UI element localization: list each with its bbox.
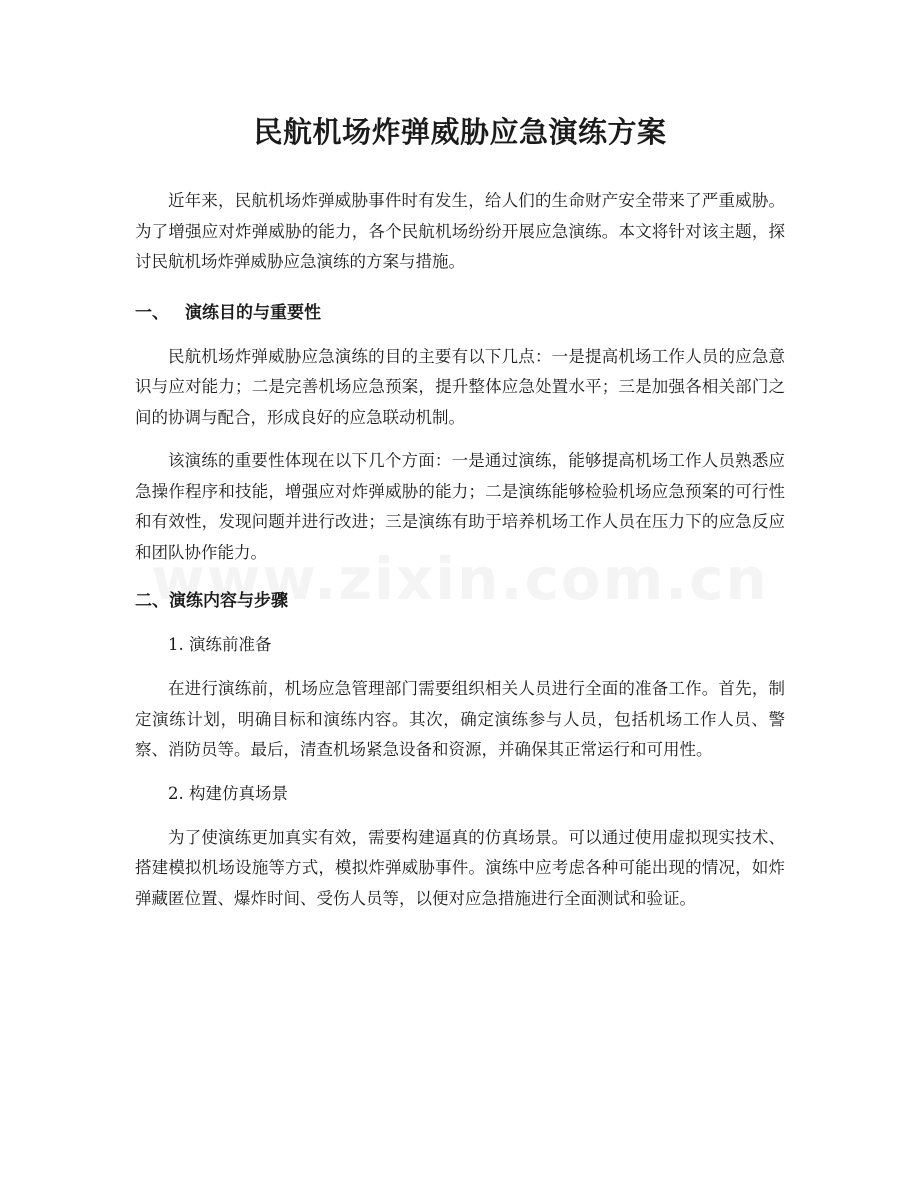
subsection1-paragraph: 在进行演练前，机场应急管理部门需要组织相关人员进行全面的准备工作。首先，制定演练计划，明确目标和演练内容。其次，确定演练参与人员，包括机场工作人员、警察、消防员等。最后，清查机场紧急设备和资源，并确保其正常运行和可用性。 (135, 679, 785, 759)
section1-paragraph-2: 该演练的重要性体现在以下几个方面：一是通过演练，能够提高机场工作人员熟悉应急操作程序和技能，增强应对炸弹威胁的能力；二是演练能够检验机场应急预案的可行性和有效性，发现问题并进行改进；三是演练有助于培养机场工作人员在压力下的应急反应和团队协作能力。 (135, 451, 785, 562)
section-title: 演练目的与重要性 (185, 302, 321, 323)
subsection-heading-1: 1. 演练前准备 (168, 635, 272, 654)
intro-paragraph: 近年来，民航机场炸弹威胁事件时有发生，给人们的生命财产安全带来了严重威胁。为了增强应对炸弹威胁的能力，各个民航机场纷纷开展应急演练。本文将针对该主题，探讨民航机场炸弹威胁应急演练的方案与措施。 (135, 191, 785, 271)
section-number: 一、 (135, 302, 169, 323)
subsection-heading-2: 2. 构建仿真场景 (168, 783, 288, 803)
section-heading-1 (135, 298, 785, 328)
section1-paragraph-1: 民航机场炸弹威胁应急演练的目的主要有以下几点：一是提高机场工作人员的应急意识与应对能力；二是完善机场应急预案，提升整体应急处置水平；三是加强各相关部门之间的协调与配合，形成良好的应急联动机制。 (135, 346, 785, 427)
section-heading-2: 二、演练内容与步骤 (135, 591, 288, 611)
subsection2-paragraph: 为了使演练更加真实有效，需要构建逼真的仿真场景。可以通过使用虚拟现实技术、搭建模拟机场设施等方式，模拟炸弹威胁事件。演练中应考虑各种可能出现的情况，如炸弹藏匿位置、爆炸时间、受伤人员等，以便对应急措施进行全面测试和验证。 (135, 827, 785, 908)
document-title: 民航机场炸弹威胁应急演练方案 (253, 115, 667, 149)
